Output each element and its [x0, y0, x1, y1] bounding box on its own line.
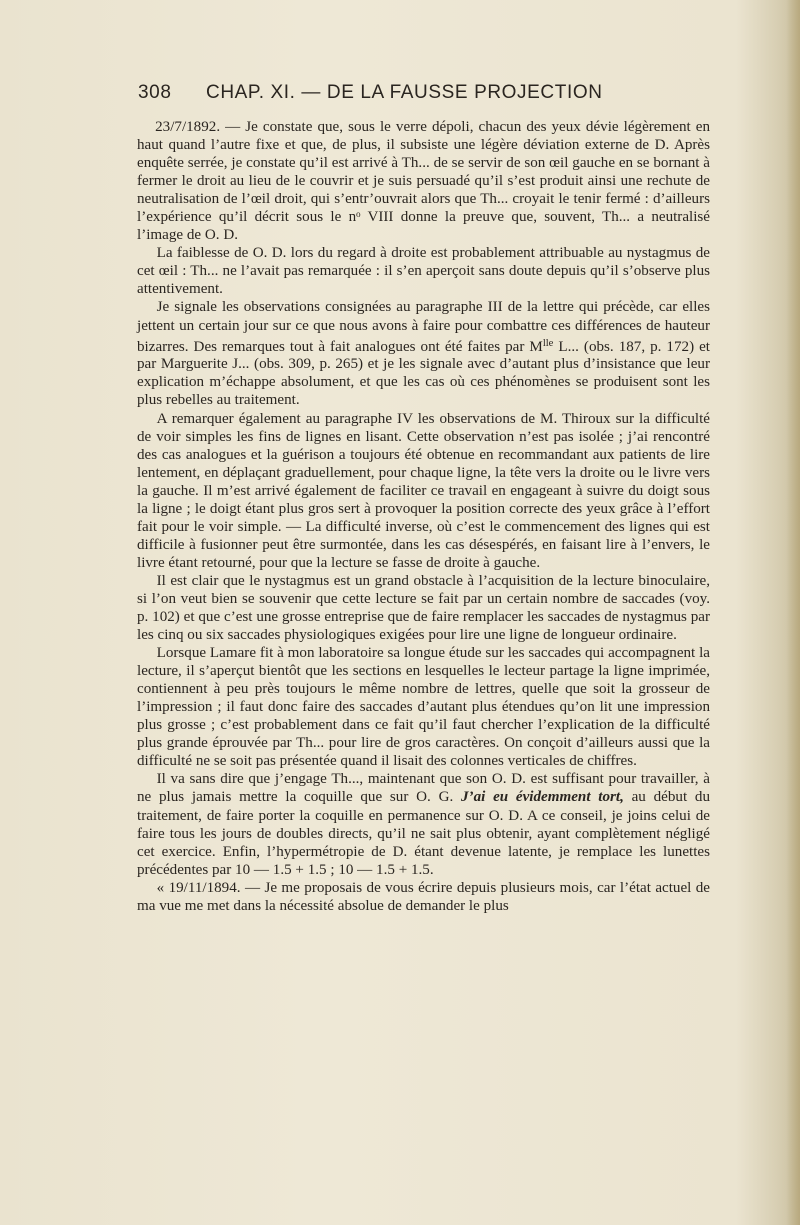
- page-edge-shadow: [786, 0, 800, 1225]
- paragraph-2: La faiblesse de O. D. lors du regard à droite est probablement attribuable au nystagmus de cet œil : Th... ne l’avait pas remarquée : il s’en aperçoit sans doute depuis qu’il s’observe plus attentivement.: [137, 245, 710, 298]
- paragraph-3-part-a: Je signale les observations consignées au paragraphe III de la lettre qui précède, car elles jettent un certain jour sur ce que nous avons à faire pour combattre ces différences de hauteur bizarres. Des remarques tout à fait analogues ont été faites par M: [137, 299, 710, 355]
- body-text: [137, 118, 710, 915]
- paragraph-3: [137, 298, 710, 409]
- superscript-lle: lle: [542, 337, 554, 349]
- paragraph-7: [137, 770, 710, 878]
- emphasis-text: J’ai eu évidemment tort,: [461, 789, 624, 806]
- page-number: 308: [138, 82, 172, 103]
- paragraph-3-part-b: L... (obs. 187, p. 172) et par Marguerite J... (obs. 309, p. 265) et je les signale avec d’autant plus d’insistance que leur explication m’échappe absolument, et que les cas où ces phénomènes se produisent sont les plus rebelles au traitement.: [137, 338, 710, 409]
- paragraph-7-part-a: Il va sans dire que j’engage Th..., maintenant que son O. D. est suffisant pour travailler, à ne plus jamais mettre la coquille que sur O. G.: [137, 771, 710, 806]
- paragraph-6: Lorsque Lamare fit à mon laboratoire sa longue étude sur les saccades qui accompagnent la lecture, il s’aperçut bientôt que les sections en lesquelles le lecteur partage la ligne imprimée, contiennent à peu près toujours le même nombre de lettres, quelle que soit la grosseur de l’impression ; il faut donc faire des saccades d’autant plus étendues qu’on lit une impression plus grosse ; c’est probablement dans ce fait qu’il faut chercher l’explication de la difficulté plus grande éprouvée par Th... pour lire de gros caractères. On conçoit d’ailleurs aussi que la difficulté ne se soit pas présentée quand il lisait des colonnes verticales de chiffres.: [137, 645, 710, 770]
- page-header: [138, 82, 658, 112]
- paragraph-7-part-b: au début du traitement, de faire porter la coquille en permanence sur O. D. A ce conseil, je joins celui de faire tous les jours de doubles directs, qu’il ne sait plus obtenir, ayant complètement négligé cet exercice. Enfin, l’hypermétropie de D. étant devenue latente, je remplace les lunettes précédentes par 10 — 1.5 + 1.5 ; 10 — 1.5 + 1.5.: [137, 789, 710, 878]
- paragraph-1: 23/7/1892. — Je constate que, sous le verre dépoli, chacun des yeux dévie légèrement en haut quand l’autre fixe et que, de plus, il subsiste une légère déviation externe de D. Après enquête serrée, je constate qu’il est arrivé à Th... de se servir de son œil gauche en se bornant à fermer le droit au lieu de le couvrir et je suis persuadé qu’il s’est produit ainsi une rechute de neutralisation de l’œil droit, qui s’entr’ouvrait alors que Th... croyait le tenir fermé : d’ailleurs l’expérience qu’il décrit sous le nᵒ VIII donne la preuve que, souvent, Th... a neutralisé l’image de O. D.: [137, 119, 710, 244]
- paragraph-8: « 19/11/1894. — Je me proposais de vous écrire depuis plusieurs mois, car l’état actuel de ma vue me met dans la nécessité absolue de demander le plus: [137, 879, 710, 914]
- running-title: CHAP. XI. — DE LA FAUSSE PROJECTION: [206, 82, 603, 103]
- paragraph-5: Il est clair que le nystagmus est un grand obstacle à l’acquisition de la lecture binoculaire, si l’on veut bien se souvenir que cette lecture se fait par un certain nombre de saccades (voy. p. 102) et que c’est une grosse entreprise que de faire remplacer les saccades de nystagmus par les cinq ou six saccades physiologiques exigées pour lire une ligne de longueur ordinaire.: [137, 572, 710, 644]
- paragraph-4: A remarquer également au paragraphe IV les observations de M. Thiroux sur la difficulté de voir simples les fins de lignes en lisant. Cette observation n’est pas isolée ; j’ai rencontré des cas analogues et la guérison a toujours été obtenue en recommandant aux patients de lire lentement, en déplaçant graduellement, pour chaque ligne, la tête vers la droite ou le livre vers la gauche. Il m’est arrivé également de faciliter ce travail en engageant à suivre du doigt sous la ligne ; le doigt étant plus gros sert à provoquer la position correcte des yeux grâce à l’effort fait pour le voir simple. — La difficulté inverse, où c’est le commencement des lignes qui est difficile à fusionner peut être surmontée, dans les cas désespérés, en faisant lire à l’envers, le livre étant retourné, pour que la lecture se fasse de droite à gauche.: [137, 410, 710, 571]
